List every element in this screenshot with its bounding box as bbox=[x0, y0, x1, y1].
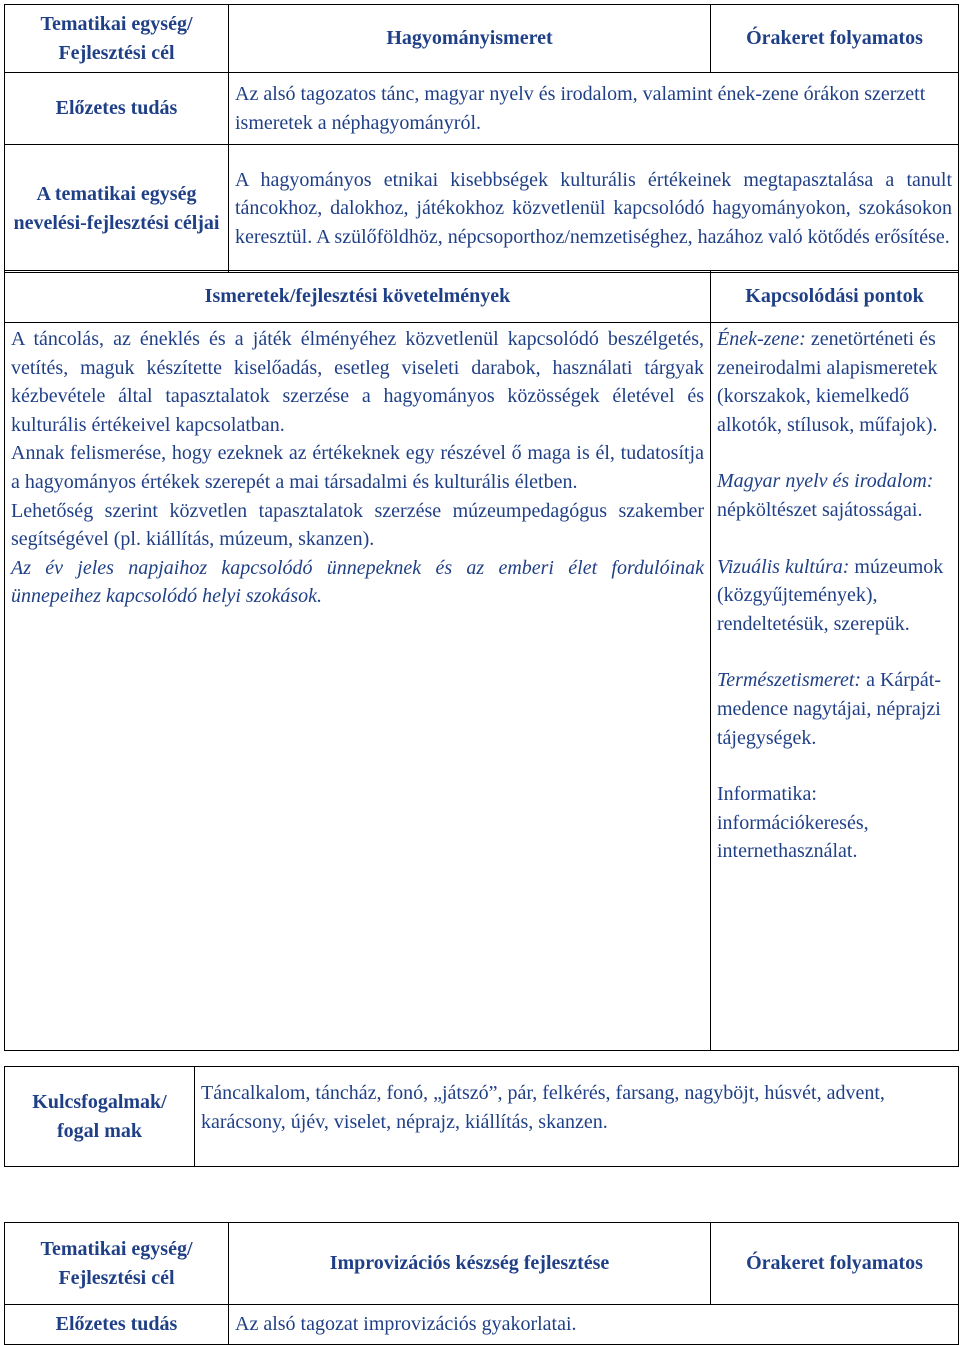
connection-termeszet bbox=[717, 666, 952, 752]
goals-text: A hagyományos etnikai kisebbségek kulturális értékeinek megtapasztalása a tanult táncokhoz, dalokhoz, játékokhoz közvetlenül kapcsolódó hagyományokon, szokásokon keresztül. A szülőföldhöz, népcsoporthoz/nemzetiséghez, hazához való kötődés erősítése. bbox=[229, 145, 959, 273]
connection-text: múzeumok (közgyűjtemények), rendeltetésük, szerepük. bbox=[717, 555, 944, 635]
prior-knowledge-label: Előzetes tudás bbox=[5, 1305, 229, 1345]
goals-label: A tematikai egység nevelési-fejlesztési céljai bbox=[5, 145, 229, 273]
connection-text: népköltészet sajátosságai. bbox=[717, 498, 923, 521]
connections-cell bbox=[711, 323, 959, 1051]
connection-vizualis bbox=[717, 553, 952, 639]
topic-table-improvizacio bbox=[4, 1222, 959, 1345]
subject-label: Magyar nyelv és irodalom: bbox=[717, 470, 934, 493]
requirements-table bbox=[4, 270, 959, 1051]
requirement-italic: Az év jeles napjaihoz kapcsolódó ünnepeknek és az emberi élet fordulóinak ünnepeihez kapcsolódó helyi szokások. bbox=[11, 556, 704, 608]
subject-label: Vizuális kultúra: bbox=[717, 555, 850, 578]
hours-label: Órakeret folyamatos bbox=[711, 5, 959, 73]
subject-label: Informatika: bbox=[717, 783, 817, 806]
keywords-label: Kulcsfogalmak/ fogal mak bbox=[5, 1067, 195, 1167]
connection-text: információkeresés, internethasználat. bbox=[717, 811, 869, 863]
connection-informatika bbox=[717, 780, 952, 866]
requirements-header: Ismeretek/fejlesztési követelmények bbox=[5, 271, 711, 323]
connections-header: Kapcsolódási pontok bbox=[711, 271, 959, 323]
keywords-table bbox=[4, 1066, 959, 1167]
connection-text: a Kárpát-medence nagytájai, néprajzi tájegységek. bbox=[717, 669, 942, 749]
topic-title: Hagyományismeret bbox=[229, 5, 711, 73]
requirement-1: A táncolás, az éneklés és a játék élményéhez közvetlenül kapcsolódó beszélgetés, vetítés, maguk készítette kiselőadás, esetleg viseleti darabok, használati tárgyak kézbevétele által tapasztalatok szerzése a hagyományos közösségek életével és kulturális értékeivel kapcsolatban. bbox=[11, 328, 704, 436]
keywords-text: Táncalkalom, táncház, fonó, „játszó”, pár, felkérés, farsang, nagyböjt, húsvét, advent, karácsony, újév, viselet, néprajz, kiállítás, skanzen. bbox=[195, 1067, 959, 1167]
prior-knowledge-text: Az alsó tagozatos tánc, magyar nyelv és irodalom, valamint ének-zene órákon szerzett ismeretek a néphagyományról. bbox=[229, 73, 959, 145]
subject-label: Természetismeret: bbox=[717, 669, 862, 692]
hours-label: Órakeret folyamatos bbox=[711, 1223, 959, 1305]
requirement-2: Annak felismerése, hogy ezeknek az értékeknek egy részével ő maga is él, tudatosítja a hagyományos értékek szerepét a mai társadalmi és kulturális életben. bbox=[11, 442, 704, 493]
connection-enek-zene bbox=[717, 325, 952, 439]
topic-table-hagyomanyismeret bbox=[4, 4, 959, 273]
prior-knowledge-label: Előzetes tudás bbox=[5, 73, 229, 145]
topic-label: Tematikai egység/ Fejlesztési cél bbox=[5, 5, 229, 73]
connection-text: zenetörténeti és zeneirodalmi alapismeretek (korszakok, kiemelkedő alkotók, stílusok, műfajok). bbox=[717, 328, 938, 436]
subject-label: Ének-zene: bbox=[717, 328, 806, 350]
requirements-cell bbox=[5, 323, 711, 1051]
prior-knowledge-text: Az alsó tagozat improvizációs gyakorlatai. bbox=[229, 1305, 959, 1345]
topic-label: Tematikai egység/ Fejlesztési cél bbox=[5, 1223, 229, 1305]
connection-magyar bbox=[717, 467, 952, 524]
requirement-3: Lehetőség szerint közvetlen tapasztalatok szerzése múzeumpedagógus szakember segítségével (pl. kiállítás, múzeum, skanzen). bbox=[11, 499, 704, 551]
topic-title: Improvizációs készség fejlesztése bbox=[229, 1223, 711, 1305]
